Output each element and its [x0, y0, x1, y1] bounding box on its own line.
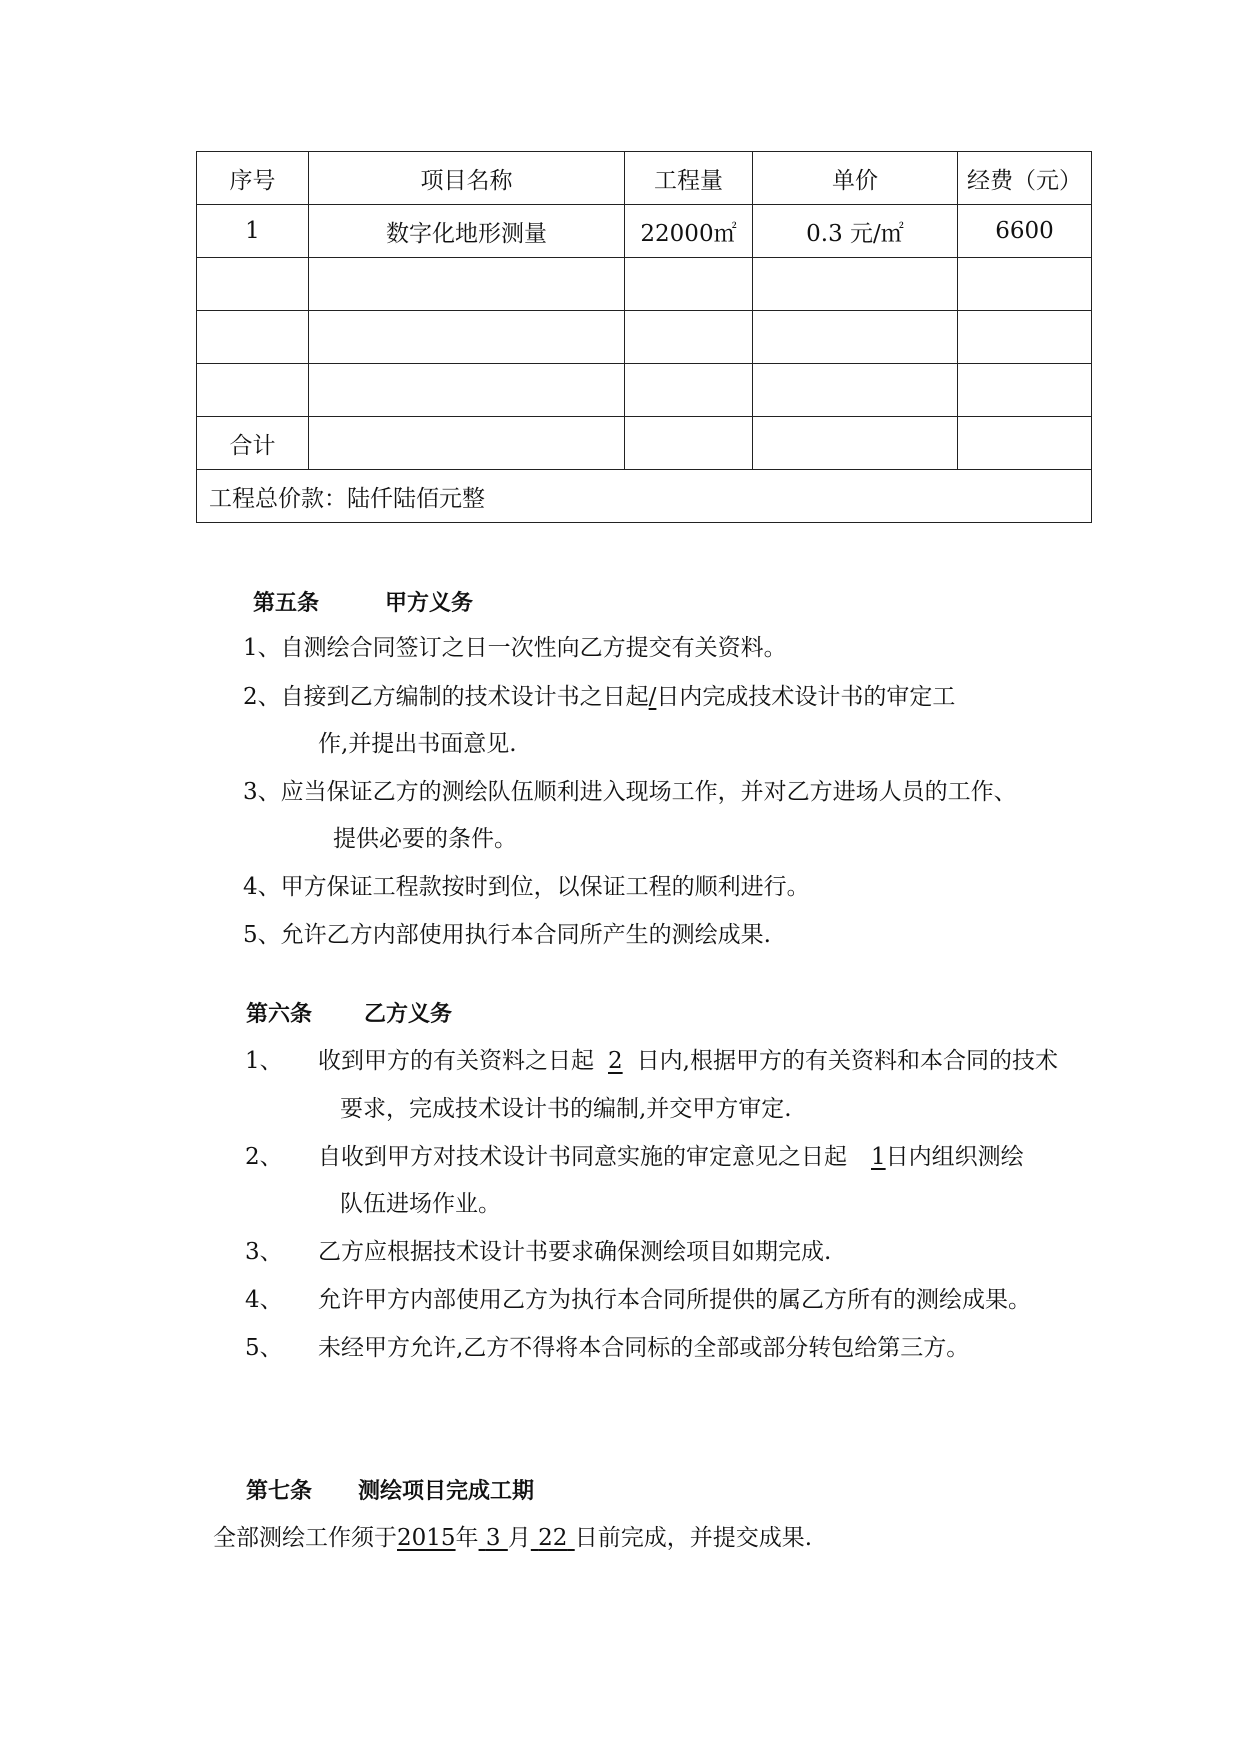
article6-item-1-text-end: 日内,根据甲方的有关资料和本合同的技术	[636, 1048, 1058, 1074]
deadline-month-unit: 月	[507, 1525, 531, 1551]
article7-title: 第七条	[246, 1479, 313, 1504]
article6-item-1-text: 收到甲方的有关资料之日起	[318, 1048, 594, 1074]
article6-title: 第六条	[246, 1002, 313, 1027]
table-row	[197, 205, 1092, 258]
table-cell: 1	[197, 205, 309, 258]
table-cell	[958, 364, 1092, 417]
sum-label: 合计	[197, 417, 309, 470]
sum-row	[197, 417, 1092, 470]
article5-item-3-cont: 提供必要的条件。	[333, 826, 517, 852]
article6-item-1	[318, 1046, 1058, 1076]
table-cell	[625, 364, 753, 417]
article5-item-2-text: 2、自接到乙方编制的技术设计书之日起	[243, 684, 649, 710]
deadline-text-end: 日前完成，并提交成果.	[574, 1525, 813, 1551]
header-cell: 工程量	[625, 152, 753, 205]
deadline-year: 2015	[397, 1525, 456, 1551]
deadline-day	[531, 1525, 575, 1551]
article5-item-3: 3、应当保证乙方的测绘队伍顺利进入现场工作，并对乙方进场人员的工作、	[243, 779, 1017, 805]
article6-item-2-cont: 队伍进场作业。	[340, 1191, 501, 1217]
article5-title: 第五条	[253, 591, 320, 616]
article6-item-2-text: 自收到甲方对技术设计书同意实施的审定意见之日起	[318, 1144, 847, 1170]
article6-subtitle: 乙方义务	[364, 1002, 453, 1027]
article7-text	[213, 1523, 812, 1553]
table-row	[197, 311, 1092, 364]
article7-subtitle: 测绘项目完成工期	[358, 1479, 535, 1504]
article5-item-5: 5、允许乙方内部使用执行本合同所产生的测绘成果.	[243, 922, 771, 948]
table-cell	[958, 258, 1092, 311]
table-header-row	[197, 152, 1092, 205]
header-cell: 经费（元）	[958, 152, 1092, 205]
article5-item-2-text-end: 日内完成技术设计书的审定工	[656, 684, 956, 710]
total-price-row	[197, 470, 1092, 523]
article7-heading	[246, 1477, 534, 1507]
deadline-day-value: 22	[538, 1525, 568, 1551]
article6-item-2	[318, 1142, 1024, 1172]
table-cell	[958, 417, 1092, 470]
table-cell	[197, 311, 309, 364]
total-price-text: 工程总价款：陆仟陆佰元整	[197, 470, 1092, 523]
data-days-value: 2	[608, 1048, 623, 1074]
article6-item-5: 未经甲方允许,乙方不得将本合同标的全部或部分转包给第三方。	[318, 1335, 970, 1361]
article5-item-4: 4、甲方保证工程款按时到位，以保证工程的顺利进行。	[243, 874, 810, 900]
header-cell: 序号	[197, 152, 309, 205]
table-cell	[625, 417, 753, 470]
article6-item-5-num: 5、	[245, 1335, 283, 1361]
article5-item-2-cont: 作,并提出书面意见.	[318, 731, 517, 757]
table-cell: 数字化地形测量	[309, 205, 625, 258]
site-days-value: 1	[871, 1144, 886, 1170]
table-cell	[197, 258, 309, 311]
table-cell	[309, 258, 625, 311]
article6-item-3-num: 3、	[245, 1239, 283, 1265]
table-cell	[309, 311, 625, 364]
article6-item-1-num: 1、	[245, 1048, 283, 1074]
deadline-month-value: 3	[485, 1525, 501, 1551]
header-cell: 项目名称	[309, 152, 625, 205]
article6-item-2-text-end: 日内组织测绘	[885, 1144, 1024, 1170]
table-cell	[309, 364, 625, 417]
table-cell	[625, 311, 753, 364]
table-cell	[197, 364, 309, 417]
review-days-value: /	[648, 684, 657, 710]
article5-item-1: 1、自测绘合同签订之日一次性向乙方提交有关资料。	[243, 635, 787, 661]
table-cell: 22000㎡	[625, 205, 753, 258]
article6-item-2-num: 2、	[245, 1144, 283, 1170]
deadline-year-unit: 年	[455, 1525, 479, 1551]
table-cell	[958, 311, 1092, 364]
article5-heading	[253, 589, 473, 619]
table-cell	[753, 417, 958, 470]
table-cell	[625, 258, 753, 311]
article6-item-4: 允许甲方内部使用乙方为执行本合同所提供的属乙方所有的测绘成果。	[318, 1287, 1031, 1313]
table-cell	[753, 364, 958, 417]
table-cell	[309, 417, 625, 470]
deadline-text: 全部测绘工作须于	[213, 1525, 397, 1551]
header-cell: 单价	[753, 152, 958, 205]
table-row	[197, 258, 1092, 311]
article5-subtitle: 甲方义务	[385, 591, 474, 616]
table-row	[197, 364, 1092, 417]
table-cell: 0.3 元/㎡	[753, 205, 958, 258]
deadline-month	[479, 1525, 508, 1551]
article6-item-3: 乙方应根据技术设计书要求确保测绘项目如期完成.	[318, 1239, 832, 1265]
article6-item-1-cont: 要求，完成技术设计书的编制,并交甲方审定.	[340, 1096, 792, 1122]
article6-heading	[246, 1000, 452, 1030]
table-cell	[753, 258, 958, 311]
fee-table	[196, 151, 1092, 523]
table-cell	[753, 311, 958, 364]
table-cell: 6600	[958, 205, 1092, 258]
article5-item-2	[243, 682, 955, 712]
article6-item-4-num: 4、	[245, 1287, 283, 1313]
